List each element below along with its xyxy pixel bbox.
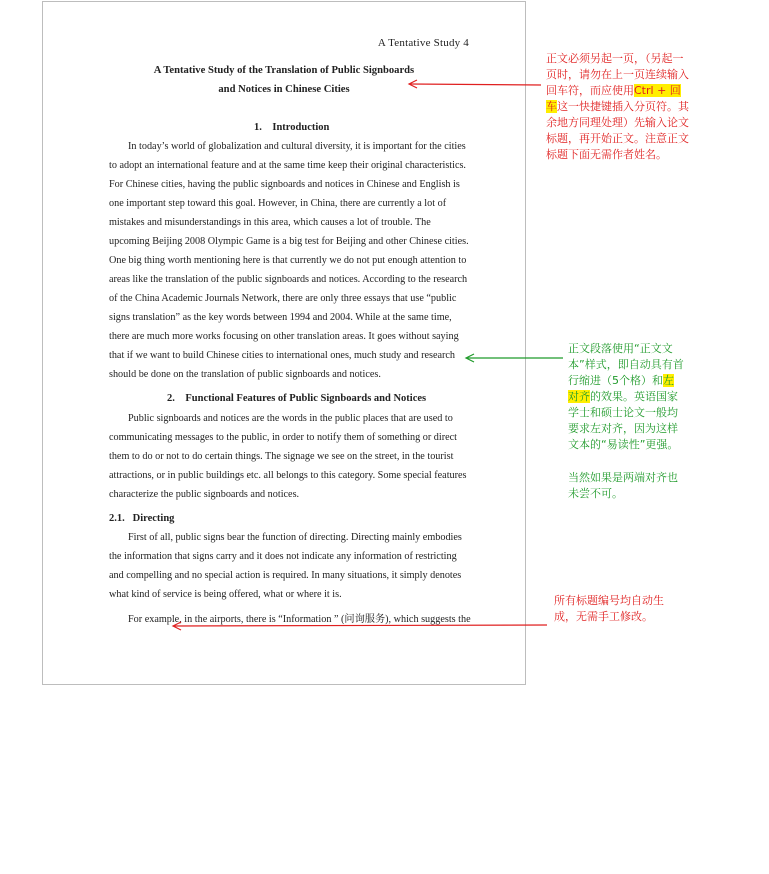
paper-title-line1: A Tentative Study of the Translation of Public Signboards	[153, 65, 415, 76]
note-justify: 当然如果是两端对齐也未尝不可。	[568, 471, 678, 500]
document-page	[42, 1, 526, 685]
note-new-page-part1: 正文必须另起一页，（另起一页时，请勿在上一页连续输入回车符，而应使用	[546, 52, 689, 97]
intro-paragraph: In today’s world of globalization and cultural diversity, it is important for the cities to adopt an international feature and at the same time keep their original characteristics. For Chinese cities, having the public signboards and notices in Chinese and English is one important step toward this goal. However, in China, there are currently a lot of mistakes and misunderstandings in this area, which causes a lot of trouble. The upcoming Beijing 2008 Olympic Game is a big test for Beijing and other Chinese cities. One big thing worth mentioning here is that currently we do not put enough attention to areas like the translation of the public signboards and notices. According to the research of the China Academic Journals Network, there are only three essays that use “public signs translation” as the key words between 1994 and 2004. While at the same time, there are much more works focusing on other translation areas. It goes without saying that if we want to build Chinese cities to international ones, much study and research should be done on the translation of public signboards and notices.	[109, 141, 469, 380]
note-new-page-shortcut: Ctrl + 回车	[546, 84, 681, 113]
running-head: A Tentative Study 4	[377, 37, 469, 49]
note-heading-numbers: 所有标题编号均自动生成，无需手工修改。	[554, 594, 664, 623]
section-1-heading: 1. Introduction	[254, 122, 330, 133]
note-paragraph-style-part2: 的效果。英语国家学士和硕士论文一般均要求左对齐，因为这样文本的“易读性”更强。	[568, 390, 679, 451]
example-paragraph: For example, in the airports, there is “Information ” (问询服务), which suggests the	[128, 614, 471, 625]
paper-title-line2: and Notices in Chinese Cities	[218, 84, 350, 95]
section-2-1-heading: 2.1. Directing	[109, 513, 175, 524]
note-paragraph-style	[568, 341, 684, 453]
section-2-paragraph: Public signboards and notices are the words in the public places that are used to communicating messages to the public, in order to notify them of something or direct them to do or not to do certain things. The signage we see on the street, in the tourist attractions, or in public buildings etc. all belongs to this category. Some special features characterize the public signboards and notices.	[109, 413, 467, 500]
section-2-1-paragraph: First of all, public signs bear the function of directing. Directing mainly embodies the information that signs carry and it does not indicate any information of restricting and compelling and no special action is required. In many situations, it simply denotes what kind of service is being offered, what or where it is.	[109, 532, 462, 600]
note-new-page	[546, 51, 689, 163]
note-new-page-part2: 这一快捷键插入分页符。其余地方同理处理）先输入论文标题，再开始正文。注意正文标题下面无需作者姓名。	[546, 100, 689, 161]
section-2-heading: 2. Functional Features of Public Signboards and Notices	[167, 393, 427, 404]
note-paragraph-style-part1: 正文段落使用“正文文本”样式，即自动具有首行缩进（5个格）和	[568, 342, 684, 387]
note-paragraph-style-highlight: 左对齐	[568, 374, 674, 403]
